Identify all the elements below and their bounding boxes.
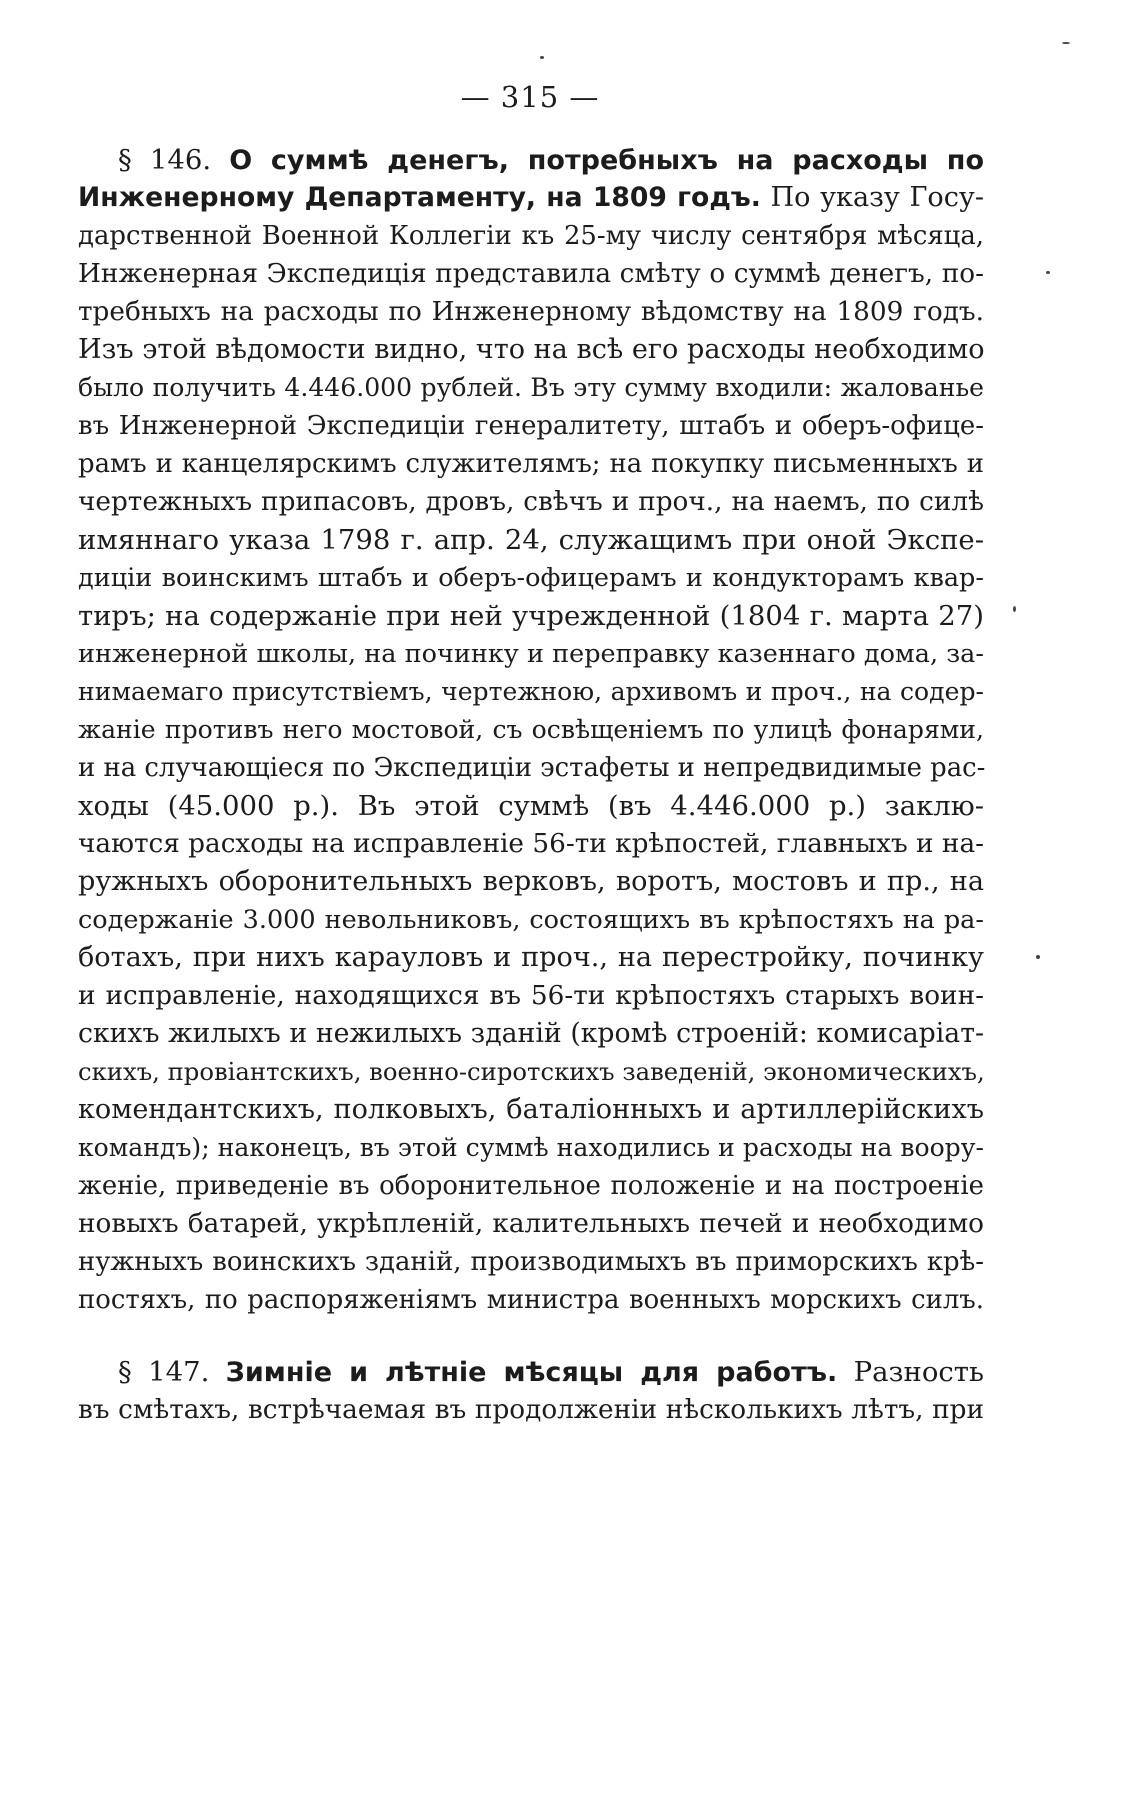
text-line: женіе, приведеніе въ оборонительное положеніе и на построеніе	[78, 1171, 984, 1201]
text-line: нимаемаго присутствіемъ, чертежною, архивомъ и проч., на содер-	[78, 677, 984, 706]
text-line: § 146. О суммѣ денегъ, потребныхъ на расходы по	[118, 144, 984, 176]
text-line: комендантскихъ, полковыхъ, баталіонныхъ и артиллерійскихъ	[78, 1094, 984, 1125]
page-number: — 315 —	[460, 80, 600, 114]
text-line: жаніе противъ него мостовой, съ освѣщеніемъ по улицѣ фонарями,	[78, 715, 984, 744]
text-line: рамъ и канцелярскимъ служителямъ; на покупку письменныхъ и	[78, 449, 984, 479]
text-line: требныхъ на расходы по Инженерному вѣдомству на 1809 годъ.	[78, 297, 984, 327]
text-line: ходы (45.000 р.). Въ этой суммѣ (въ 4.446.000 р.) заклю-	[78, 790, 984, 822]
text-line: скихъ, провіантскихъ, военно-сиротскихъ заведеній, экономическихъ,	[78, 1057, 985, 1086]
text-line: новыхъ батарей, укрѣпленій, калительныхъ печей и необходимо	[78, 1209, 984, 1239]
text-line: ботахъ, при нихъ карауловъ и проч., на перестройку, починку	[78, 942, 984, 973]
text-line: чаются расходы на исправленіе 56-ти крѣпостей, главныхъ и на-	[78, 829, 985, 859]
text-line: имяннаго указа 1798 г. апр. 24, служащимъ при оной Экспе-	[78, 524, 984, 556]
text-line: командъ); наконецъ, въ этой суммѣ находились и расходы на воору-	[78, 1133, 984, 1162]
text-line: Инженерному Департаменту, на 1809 годъ. По указу Госу-	[78, 182, 984, 213]
text-line: инженерной школы, на починку и переправку казеннаго дома, за-	[78, 639, 984, 669]
text-line: диціи воинскимъ штабъ и оберъ-офицерамъ и кондукторамъ квар-	[78, 563, 984, 593]
text-line: дарственной Военной Коллегіи къ 25-му числу сентября мѣсяца,	[78, 221, 984, 251]
text-line: тиръ; на содержаніе при ней учрежденной (1804 г. марта 27)	[78, 600, 984, 632]
section-heading: Зимніе и лѣтніе мѣсяцы для работъ.	[225, 1357, 838, 1388]
section-heading: О суммѣ денегъ, потребныхъ на расходы по	[229, 145, 984, 176]
scan-speck	[1062, 42, 1070, 44]
text-line: въ Инженерной Экспедиціи генералитету, штабъ и оберъ-офице-	[78, 411, 984, 441]
section-heading: Инженерному Департаменту, на 1809 годъ.	[78, 182, 761, 213]
text-line: постяхъ, по распоряженіямъ министра военныхъ морскихъ силъ.	[78, 1285, 984, 1315]
text-line: было получить 4.446.000 рублей. Въ эту сумму входили: жалованье	[78, 373, 984, 402]
text-line: нужныхъ воинскихъ зданій, производимыхъ въ приморскихъ крѣ-	[78, 1247, 984, 1277]
text-line: § 147. Зимніе и лѣтніе мѣсяцы для работъ. Разность	[118, 1356, 984, 1388]
text-line: въ смѣтахъ, встрѣчаемая въ продолженіи нѣсколькихъ лѣтъ, при	[78, 1395, 984, 1425]
scan-speck	[1013, 606, 1016, 612]
scan-speck	[1036, 955, 1040, 959]
text-line: и исправленіе, находящихся въ 56-ти крѣпостяхъ старыхъ воин-	[78, 981, 984, 1011]
text-line: содержаніе 3.000 невольниковъ, состоящихъ въ крѣпостяхъ на ра-	[78, 905, 984, 935]
scan-speck	[540, 56, 544, 59]
text-line: чертежныхъ припасовъ, дровъ, свѣчъ и проч., на наемъ, по силѣ	[78, 487, 984, 517]
text-line: скихъ жилыхъ и нежилыхъ зданій (кромѣ строеній: комисаріат-	[78, 1018, 984, 1049]
scan-speck	[1046, 271, 1050, 274]
text-line: ружныхъ оборонительныхъ верковъ, воротъ, мостовъ и пр., на	[78, 866, 984, 897]
text-line: Инженерная Экспедиція представила смѣту о суммѣ денегъ, по-	[78, 259, 984, 289]
text-line: и на случающіеся по Экспедиціи эстафеты и непредвидимые рас-	[78, 753, 986, 783]
text-line: Изъ этой вѣдомости видно, что на всѣ его расходы необходимо	[78, 334, 985, 365]
